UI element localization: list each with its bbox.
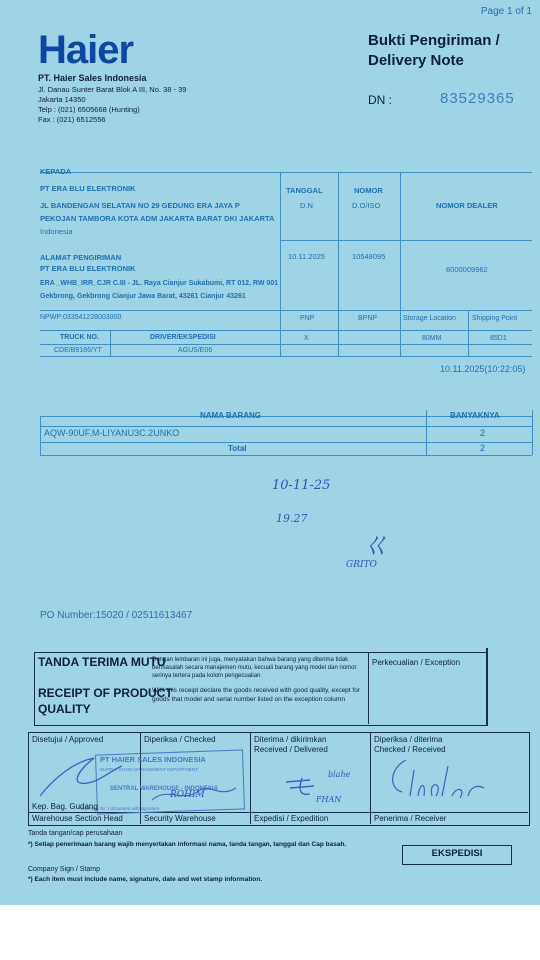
expedition-handwritten-2: FHAN xyxy=(316,795,342,804)
receipt-title-id: TANDA TERIMA MUTU xyxy=(38,655,166,669)
approved-label: Disetujui / Approved xyxy=(32,735,104,744)
security-handwritten: ROHIM xyxy=(170,790,205,800)
exception-label: Perkecualian / Exception xyxy=(372,658,461,667)
checked-label: Diperiksa / Checked xyxy=(144,735,216,744)
checked-received-label-2: Checked / Received xyxy=(374,745,446,754)
checked-received-label-1: Diperiksa / diterima xyxy=(374,735,443,744)
pnp-label: PNP xyxy=(300,315,315,322)
nomor-label: NOMOR xyxy=(354,186,383,195)
po-number: PO Number:15020 / 02511613467 xyxy=(40,610,193,621)
handwritten-time: 19.27 xyxy=(276,512,308,525)
handwritten-date: 10-11-25 xyxy=(272,478,331,493)
company-address-2: Jakarta 14350 xyxy=(38,95,86,104)
dn-col-label: D.N xyxy=(300,201,313,210)
storage-value: 80MM xyxy=(422,335,442,342)
note-indonesian: *) Setiap penerimaan barang wajib menyertakan informasi nama, tanda tangan, tanggal dan Cap basah. xyxy=(28,841,347,848)
stamp-line-2: SUPPLY CHAIN MANAGEMENT DEPARTMENT xyxy=(100,767,198,772)
kepada-label: KEPADA xyxy=(40,167,72,176)
total-label: Total xyxy=(228,444,247,453)
bpnp-label: BPNP xyxy=(358,315,378,322)
col-qty: BANYAKNYA xyxy=(450,411,500,420)
npwp: NPWP:033541228003000 xyxy=(40,314,122,321)
doc-title-id: Bukti Pengiriman / xyxy=(368,32,500,49)
warehouse-head-label-2: Warehouse Section Head xyxy=(32,814,123,823)
company-name: PT. Haier Sales Indonesia xyxy=(38,73,147,83)
truck-no: CDE/B9186/YT xyxy=(54,347,102,354)
dealer-number: 6000009962 xyxy=(446,265,488,274)
receiver-signature xyxy=(376,752,496,808)
item-qty: 2 xyxy=(480,428,486,438)
dn-label: DN : xyxy=(368,93,392,107)
dn-number: 83529365 xyxy=(440,90,515,107)
driver-label: DRIVER/EKSPEDISI xyxy=(150,334,216,341)
ship-address-1: ERA _WHB_IRR_CJR C.III - JL. Raya Cianjur Sukabumi, RT 012, RW 001 xyxy=(40,280,279,287)
recipient-country: Indonesia xyxy=(40,227,73,236)
copy-label: EKSPEDISI xyxy=(431,848,483,859)
print-timestamp: 10.11.2025(10:22:05) xyxy=(440,364,526,374)
order-number: 10548095 xyxy=(352,252,386,261)
approved-signature xyxy=(34,748,134,808)
haier-logo: Haier xyxy=(38,28,134,72)
receipt-title-en-2: QUALITY xyxy=(38,702,91,716)
dovso-label: D.O/ISO xyxy=(352,201,381,210)
stamp-line-1: PT HAIER SALES INDONESIA xyxy=(100,755,206,764)
dealer-label: NOMOR DEALER xyxy=(436,201,498,210)
total-qty: 2 xyxy=(480,443,486,453)
company-address-1: Jl. Danau Sunter Barat Blok A III, No. 38 - 39 xyxy=(38,85,187,94)
col-item-name: NAMA BARANG xyxy=(200,411,262,420)
stamp-line-3: SENTRAL WAREHOUSE - INDONESIA xyxy=(110,786,218,792)
recipient-address-2: PEKOJAN TAMBORA KOTA ADM JAKARTA BARAT DKI JAKARTA xyxy=(40,214,275,223)
pnp-value: X xyxy=(304,335,309,342)
ship-name: PT ERA BLU ELEKTRONIK xyxy=(40,264,136,273)
stamp-line-4: *Valid only for 1 document with signature xyxy=(78,806,160,811)
expedition-handwritten-1: blahe xyxy=(328,770,351,779)
recipient-address-1: JL BANDENGAN SELATAN NO 29 GEDUNG ERA JAYA P xyxy=(40,201,240,210)
recipient-name: PT ERA BLU ELEKTRONIK xyxy=(40,184,136,193)
truck-no-label: TRUCK NO. xyxy=(60,334,99,341)
received-delivered-label-2: Received / Delivered xyxy=(254,745,328,754)
company-sign-label: Company Sign / Stamp xyxy=(28,866,100,873)
shipping-point-label: Shipping Point xyxy=(472,315,518,322)
storage-location-label: Storage Location xyxy=(403,315,456,322)
tanggal-label: TANGGAL xyxy=(286,186,323,195)
receipt-text-id: Dengan lembaran ini juga, menyatakan bahwa barang yang diterima tidak bermasalah secara manajemen mutu, kecuali barang yang model dan nomor serinya tertera pada kolom pengecualian xyxy=(152,657,357,679)
doc-date: 10.11.2025 xyxy=(288,252,325,261)
note-english: *) Each item must include name, signature, date and wet stamp information. xyxy=(28,876,263,883)
ship-address-2: Gekbrong, Gekbrong Cianjur Jawa Barat, 43261 Cianjur 43261 xyxy=(40,293,246,300)
receipt-text-en: With this receipt declare the goods received with good quality, except for goods that model and serial number listed on the exception column xyxy=(152,687,360,703)
sign-stamp-label: Tanda tangan/cap perusahaan xyxy=(28,830,123,837)
received-delivered-label-1: Diterima / dikirimkan xyxy=(254,735,327,744)
item-name: AQW-90UF.M-LIYANU3C.2UNKO xyxy=(44,428,180,438)
warehouse-head-label-1: Kep. Bag. Gudang xyxy=(32,802,98,811)
security-label: Security Warehouse xyxy=(144,814,216,823)
company-fax: Fax : (021) 6512556 xyxy=(38,115,106,124)
company-telp: Telp : (021) 6505668 (Hunting) xyxy=(38,105,140,114)
shipping-value: 85D1 xyxy=(490,335,507,342)
receipt-title-en-1: RECEIPT OF PRODUCT xyxy=(38,686,173,700)
handwritten-name: GRITO xyxy=(346,560,377,570)
handwritten-mark: ㄍ xyxy=(360,528,390,563)
receiver-label: Penerima / Receiver xyxy=(374,814,447,823)
page-number: Page 1 of 1 xyxy=(480,6,532,17)
expedition-label: Expedisi / Expedition xyxy=(254,814,329,823)
doc-title-en: Delivery Note xyxy=(368,52,464,69)
ship-address-label: ALAMAT PENGIRIMAN xyxy=(40,253,122,262)
driver-name: AGUS/E06 xyxy=(178,347,213,354)
